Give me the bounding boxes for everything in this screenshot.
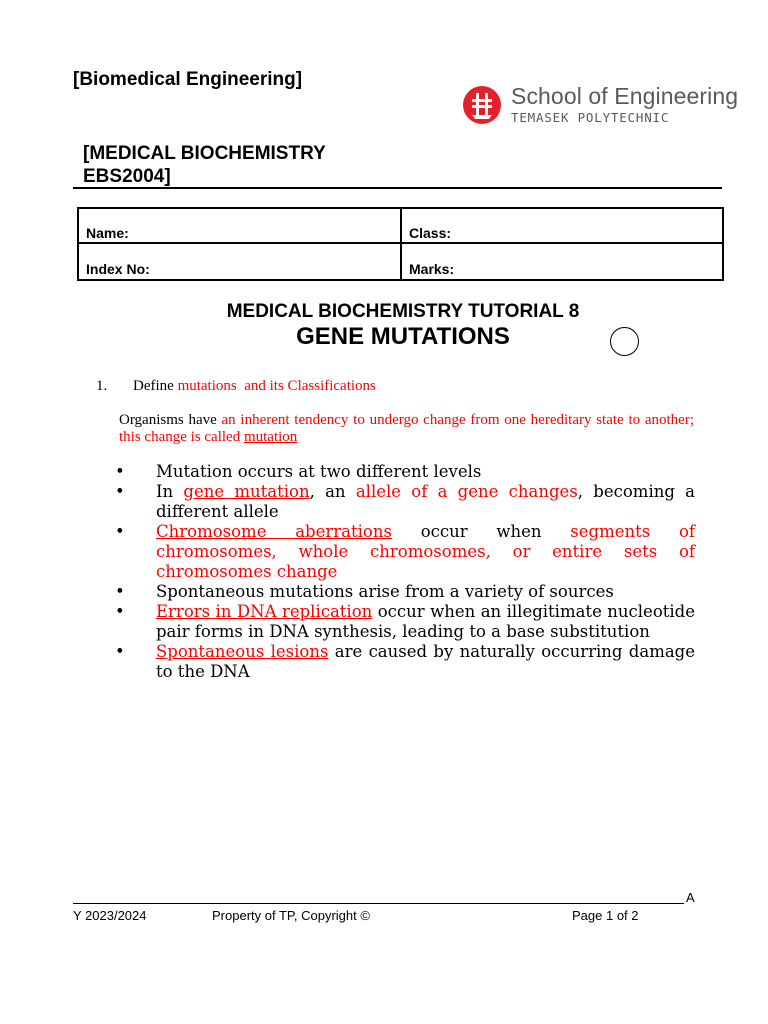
- school-logo: [462, 83, 739, 128]
- logo-title: School of Engineering: [511, 83, 739, 109]
- header-divider: [73, 187, 722, 189]
- student-info-table: [77, 207, 724, 281]
- bullet-dot-icon: •: [115, 522, 125, 541]
- bullet-item: [115, 602, 701, 642]
- tutorial-title: MEDICAL BIOCHEMISTRY TUTORIAL 8: [226, 301, 580, 322]
- bullet-item: [115, 482, 701, 522]
- name-label: Name:: [86, 225, 129, 241]
- question-text: [133, 378, 376, 395]
- bullet-text-segment: In: [156, 482, 184, 501]
- bullet-dot-icon: •: [115, 602, 125, 621]
- bullet-text-segment: Mutation occurs at two different levels: [156, 462, 482, 481]
- bullet-text-segment: occur when: [391, 522, 571, 541]
- copyright-icon: ©: [360, 908, 370, 923]
- bullet-text-segment: occur when an illegitimate nucleotide pair forms in DNA synthesis, leading to a base substitution: [156, 602, 701, 641]
- answer-red-text: an inherent tendency to undergo change from one hereditary state to another; this change is called: [119, 412, 694, 445]
- topic-title: GENE MUTATIONS: [296, 323, 510, 350]
- index-no-label: Index No:: [86, 261, 150, 277]
- answer-bullet-list: [115, 462, 701, 682]
- marks-label: Marks:: [409, 261, 455, 277]
- bullet-text-segment: , an: [309, 482, 356, 501]
- circle-mark: [610, 327, 639, 356]
- footer-property-text: Property of TP, Copyright: [212, 908, 361, 923]
- question-number: 1.: [96, 378, 108, 394]
- bullet-text-segment: are caused by naturally occurring damage to the DNA: [156, 642, 701, 681]
- footer-page-number: Page 1 of 2: [572, 908, 639, 923]
- bullet-text-segment: Chromosome aberrations: [156, 522, 392, 541]
- answer-start: Organisms have: [119, 412, 222, 428]
- bullet-text-segment: Errors in DNA replication: [156, 602, 373, 621]
- temasek-crest-icon: [462, 84, 502, 126]
- question-prefix: Define: [133, 378, 178, 394]
- bullet-dot-icon: •: [115, 642, 125, 661]
- bullet-text-segment: allele of a gene changes: [355, 482, 578, 501]
- question-red-text: mutations and its Classifications: [177, 378, 376, 394]
- answer-underlined-term: mutation: [243, 429, 298, 445]
- department-heading: [Biomedical Engineering]: [73, 69, 303, 90]
- bullet-item: [115, 582, 695, 602]
- footer-trailing-letter: A: [686, 890, 695, 905]
- footer-rule: [73, 903, 684, 904]
- course-heading-line2: EBS2004]: [83, 166, 171, 187]
- bullet-dot-icon: •: [115, 482, 125, 501]
- bullet-text-segment: gene mutation: [183, 482, 310, 501]
- footer-copyright: [212, 908, 370, 923]
- bullet-text-segment: segments of chromosomes, whole chromosomes, or entire sets of chromosomes change: [156, 522, 701, 581]
- bullet-dot-icon: •: [115, 462, 125, 481]
- bullet-item: [115, 522, 701, 582]
- class-label: Class:: [409, 225, 452, 241]
- course-heading-line1: [MEDICAL BIOCHEMISTRY: [83, 143, 326, 164]
- answer-paragraph: [119, 412, 694, 446]
- table-column-divider: [400, 209, 402, 279]
- bullet-text-segment: Spontaneous mutations arise from a variety of sources: [156, 582, 614, 601]
- bullet-item: [115, 462, 695, 482]
- logo-subtitle: TEMASEK POLYTECHNIC: [511, 110, 670, 125]
- footer-academic-year: Y 2023/2024: [73, 908, 147, 923]
- bullet-dot-icon: •: [115, 582, 125, 601]
- bullet-text-segment: Spontaneous lesions: [156, 642, 329, 661]
- bullet-text-segment: , becoming a different allele: [156, 482, 701, 521]
- bullet-item: [115, 642, 701, 682]
- course-heading: [83, 142, 326, 188]
